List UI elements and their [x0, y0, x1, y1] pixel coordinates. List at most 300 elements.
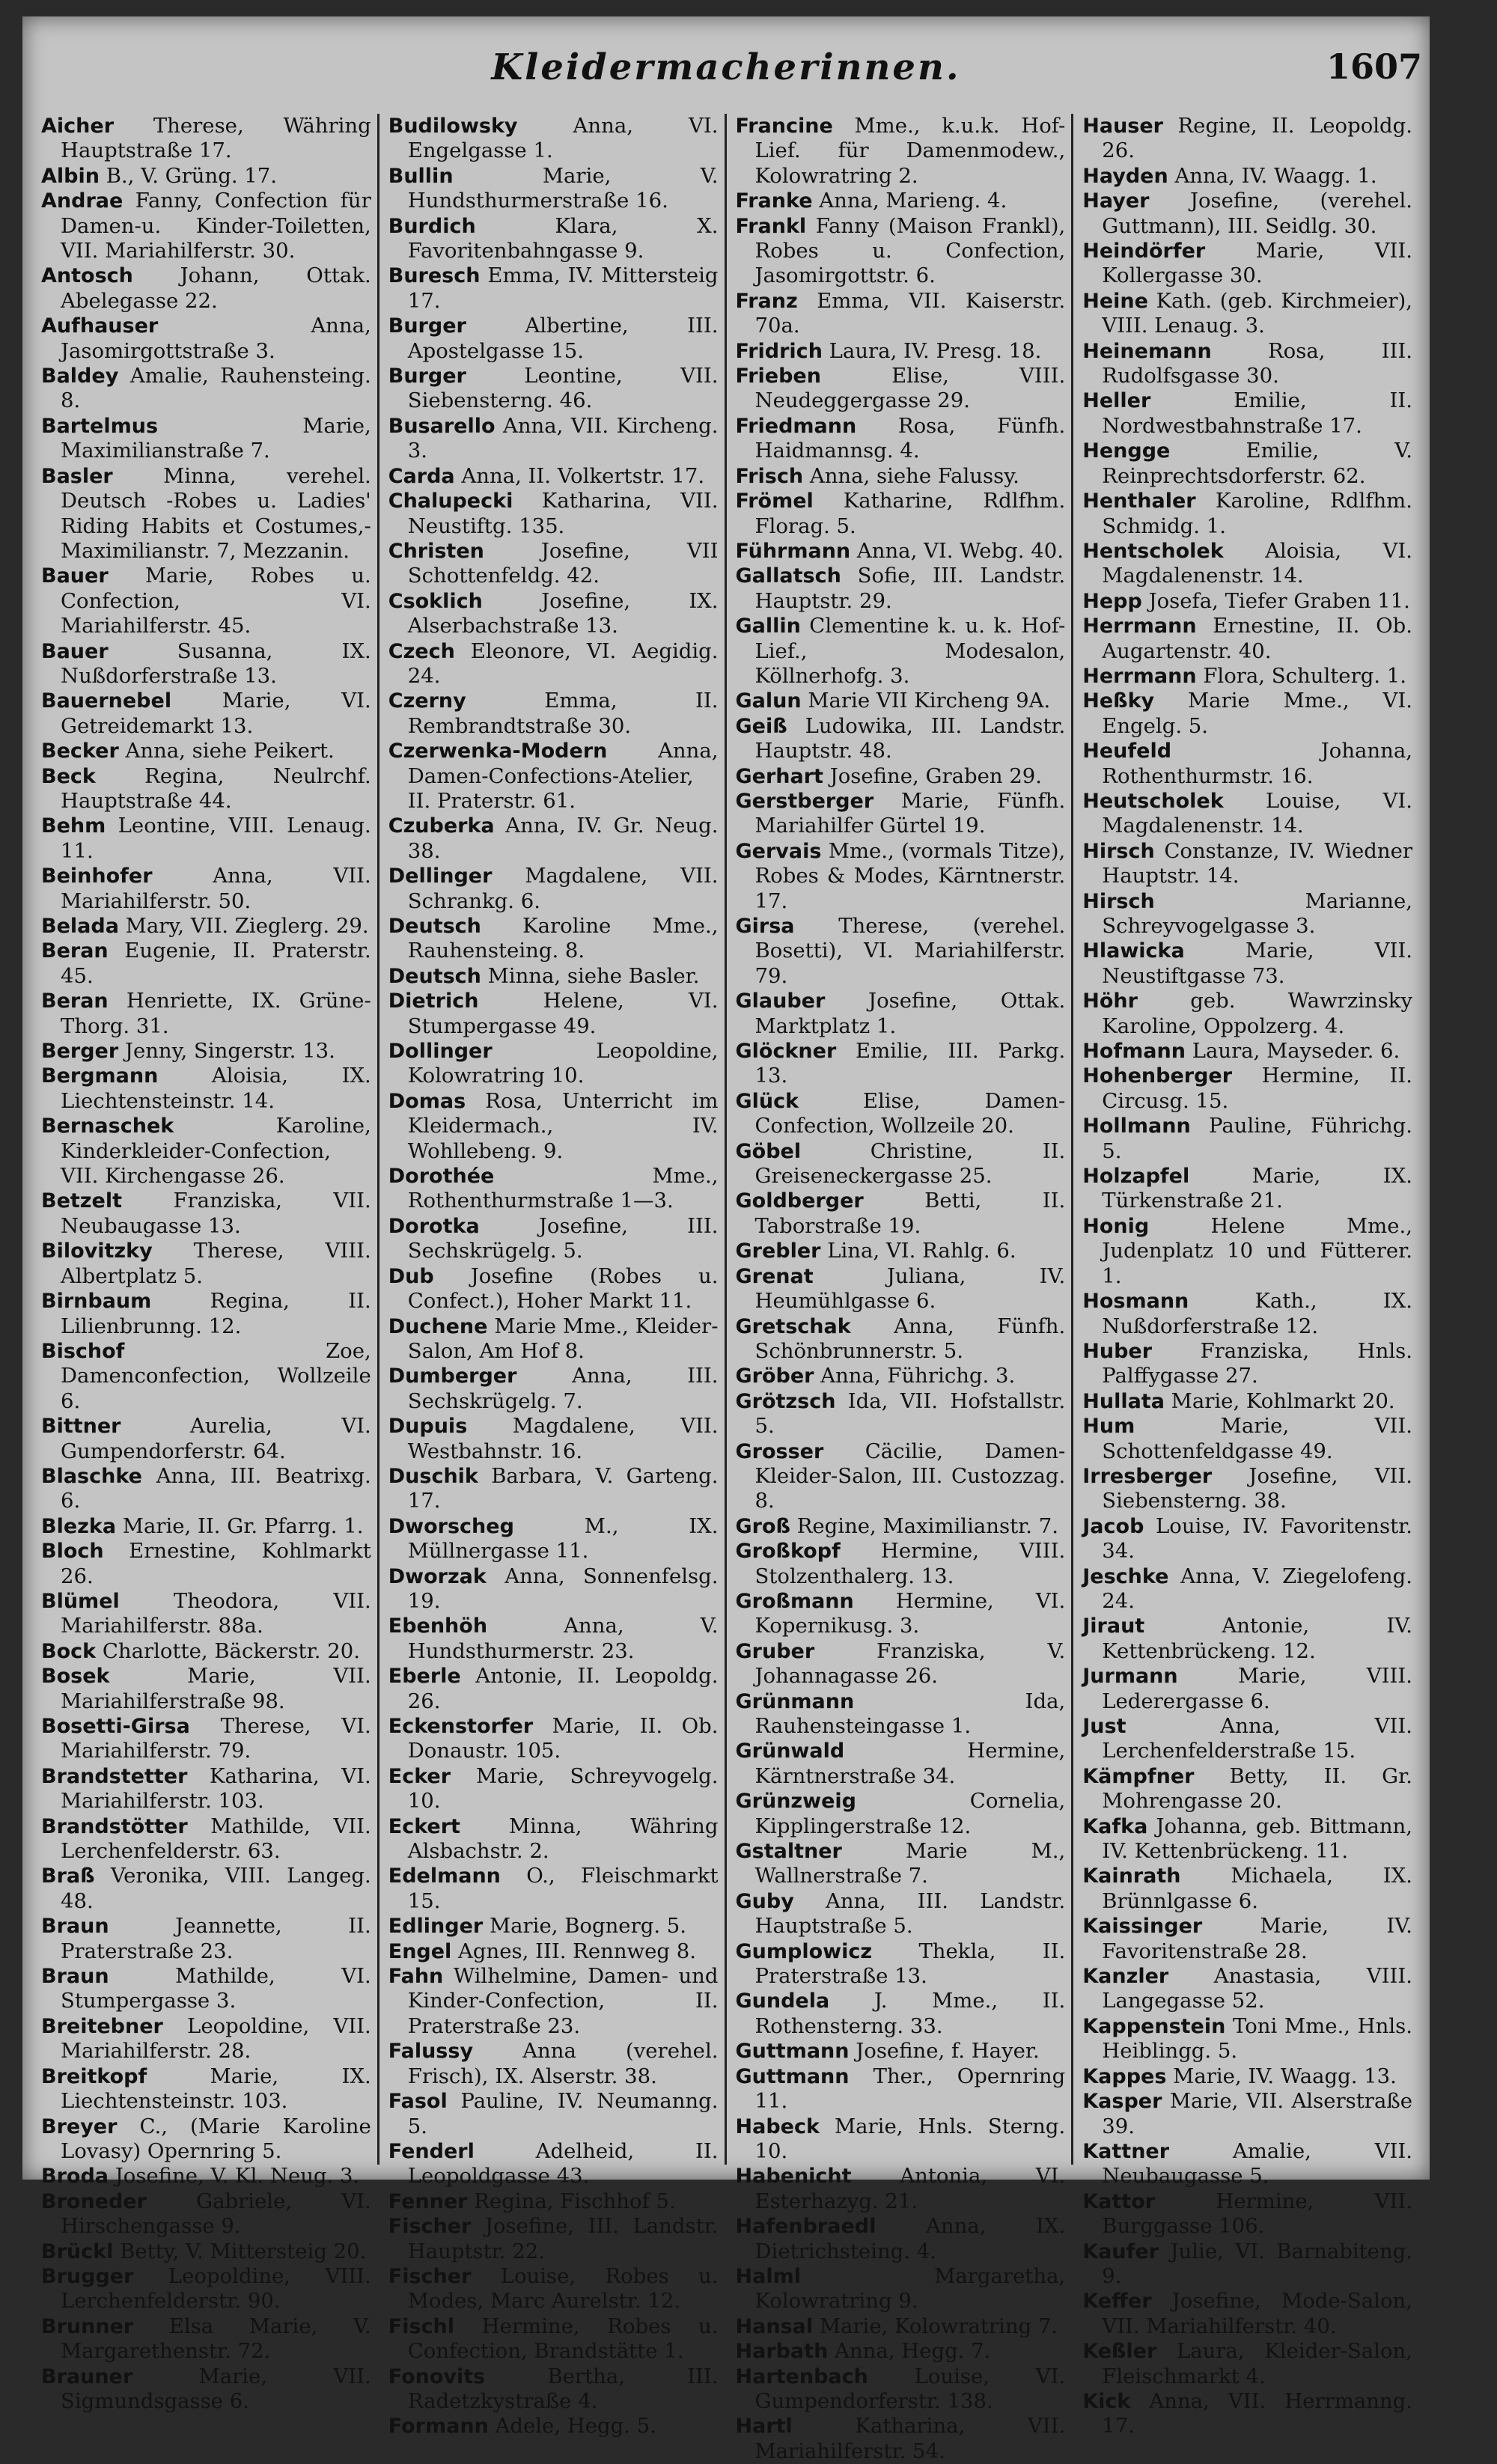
entry-address: Magdalene, VII. Westbahnstr. 16. — [407, 1414, 719, 1463]
entry-name: Albin — [41, 164, 100, 188]
entry-name: Czech — [388, 639, 455, 663]
entry-address: Cäcilie, Damen-Kleider-Salon, III. Custozzag. 8. — [754, 1439, 1066, 1513]
entry-address: M., IX. Müllnergasse 11. — [407, 1513, 719, 1564]
entry-address: Toni Mme., Hnls. Heiblingg. 5. — [1102, 2013, 1412, 2064]
directory-entry — [388, 2214, 719, 2264]
directory-entry — [1082, 989, 1412, 1039]
entry-address: Jenny, Singerstr. 13. — [118, 1039, 335, 1064]
directory-entry — [736, 214, 1066, 289]
entry-name: Heindörfer — [1082, 240, 1206, 263]
entry-address: Laura, Kleider-Salon, Fleischmarkt 4. — [1102, 2339, 1412, 2388]
entry-address: Lina, VI. Rahlg. 6. — [820, 1239, 1016, 1263]
entry-name: Berger — [41, 1040, 119, 1064]
directory-entry — [736, 1789, 1066, 1839]
directory-entry — [736, 414, 1066, 464]
entry-address: Franziska, VII. Neubaugasse 13. — [61, 1189, 371, 1238]
entry-name: Aufhauser — [41, 314, 159, 338]
directory-entry — [41, 1189, 371, 1239]
entry-name: Burger — [388, 314, 466, 338]
entry-name: Habenicht — [735, 2165, 852, 2189]
entry-address: Kath., IX. Nußdorferstraße 12. — [1102, 1289, 1412, 1338]
directory-entry — [736, 364, 1066, 414]
entry-address: Rosa, Unterricht im Kleidermach., IV. Wohllebeng. 9. — [407, 1088, 719, 1163]
entry-address: Minna, verehel. Deutsch -Robes u. Ladies' Riding Habits et Costumes,- Maximilianstr. 7, Mezzanin. — [61, 463, 371, 563]
entry-address: Gabriele, VI. Hirschengasse 9. — [61, 2189, 371, 2239]
entry-address: Karoline Mme., Rauhensteing. 8. — [407, 914, 719, 963]
directory-entry — [1082, 939, 1412, 989]
directory-entry — [388, 2039, 719, 2089]
directory-entry — [388, 689, 719, 739]
entry-name: Kasper — [1082, 2090, 1162, 2114]
entry-address: Marie, Kolowratring 7. — [813, 2314, 1058, 2338]
directory-entry — [388, 2364, 719, 2415]
directory-entry — [388, 1914, 719, 1939]
entry-name: Francine — [735, 115, 833, 138]
entry-address: Anna (verehel. Frisch), IX. Alserstr. 38. — [407, 2039, 719, 2088]
entry-name: Bock — [41, 1639, 97, 1663]
entry-address: Katharina, VI. Mariahilferstr. 103. — [61, 1763, 371, 1814]
directory-entry — [1082, 1389, 1412, 1414]
directory-entry — [41, 1664, 371, 1714]
entry-address: Anna, VII. Lerchenfelderstraße 15. — [1102, 1714, 1412, 1763]
entry-name: Breyer — [41, 2114, 118, 2138]
directory-entry — [736, 1264, 1066, 1314]
entry-address: Eugenie, II. Praterstr. 45. — [61, 939, 371, 988]
directory-entry — [41, 689, 371, 739]
directory-entry — [388, 1264, 719, 1314]
entry-address: Aloisia, IX. Liechtensteinstr. 14. — [61, 1064, 371, 1113]
entry-name: Behm — [41, 814, 106, 838]
entry-name: Kämpfner — [1082, 1764, 1195, 1788]
directory-entry — [388, 1814, 719, 1864]
entry-name: Hartenbach — [735, 2364, 868, 2388]
entry-name: Eckert — [388, 1814, 460, 1838]
entry-address: Ida, Rauhensteingasse 1. — [754, 1689, 1066, 1738]
entry-address: Marie Mme., VI. Engelg. 5. — [1102, 689, 1412, 738]
entry-address: Zoe, Damenconfection, Wollzeile 6. — [61, 1338, 371, 1413]
directory-entry — [736, 489, 1066, 539]
entry-name: Beinhofer — [41, 864, 153, 888]
entry-address: Anna, Führichg. 3. — [814, 1364, 1016, 1388]
directory-entry — [736, 1439, 1066, 1514]
entry-name: Heine — [1082, 289, 1148, 313]
entry-address: Josefine, Ottak. Marktplatz 1. — [754, 989, 1066, 1038]
entry-address: Barbara, V. Garteng. 17. — [407, 1463, 719, 1513]
directory-entry — [388, 1164, 719, 1214]
directory-entry — [388, 739, 719, 814]
directory-entry — [736, 1689, 1066, 1739]
directory-entry — [1082, 1514, 1412, 1564]
entry-name: Hayden — [1082, 164, 1168, 188]
entry-name: Dworzak — [388, 1564, 487, 1588]
entry-name: Dellinger — [388, 864, 493, 888]
entry-address: Agnes, III. Rennweg 8. — [451, 1939, 696, 1963]
entry-address: Antonie, II. Leopoldg. 26. — [407, 1664, 719, 1713]
entry-name: Birnbaum — [41, 1290, 152, 1314]
entry-name: Bauer — [41, 639, 109, 663]
directory-entry — [736, 1139, 1066, 1189]
directory-entry — [1082, 1464, 1412, 1514]
entry-address: Franziska, V. Johannagasse 26. — [754, 1638, 1066, 1689]
directory-entry — [1082, 889, 1412, 939]
directory-entry — [388, 589, 719, 639]
entry-name: Jeschke — [1082, 1564, 1169, 1588]
entry-address: Regina, Neulrchf. Hauptstraße 44. — [61, 763, 371, 813]
entry-address: Katharine, Rdlfhm. Florag. 5. — [754, 489, 1066, 538]
directory-entry — [388, 1864, 719, 1914]
directory-entry — [388, 1714, 719, 1764]
directory-entry — [736, 1189, 1066, 1239]
entry-name: Blaschke — [41, 1464, 142, 1488]
entry-name: Dorothée — [388, 1165, 495, 1189]
directory-entry — [1082, 1564, 1412, 1614]
entry-address: Marie, IX. Liechtensteinstr. 103. — [61, 2064, 371, 2114]
entry-address: Marie, Kohlmarkt 20. — [1164, 1388, 1395, 1413]
entry-address: Anastasia, VIII. Langegasse 52. — [1102, 1964, 1412, 2013]
entry-name: Kattner — [1082, 2139, 1170, 2163]
entry-name: Guttmann — [735, 2040, 850, 2064]
directory-entry — [1082, 1764, 1412, 1814]
entry-address: Anna, Sonnenfelsg. 19. — [407, 1564, 719, 1613]
entry-name: Hosmann — [1082, 1290, 1189, 1314]
entry-address: Anna, V. Ziegelofeng. 24. — [1102, 1564, 1412, 1613]
entry-name: Fonovits — [388, 2364, 486, 2388]
directory-entry — [736, 2339, 1066, 2364]
entry-name: Gervais — [735, 839, 822, 863]
entry-address: Josefine, (verehel. Guttmann), III. Seidlg. 30. — [1102, 189, 1412, 238]
entry-address: Ernestine, Kohlmarkt 26. — [61, 1539, 371, 1588]
entry-address: Johanna, Rothenthurmstr. 16. — [1102, 739, 1412, 788]
directory-entry — [1082, 1039, 1412, 1064]
entry-address: Mathilde, VI. Stumpergasse 3. — [61, 1964, 371, 2013]
directory-entry — [1082, 664, 1412, 689]
entry-address: Josefine, III. Landstr. Hauptstr. 22. — [407, 2214, 719, 2263]
columns-container — [41, 114, 1418, 2463]
entry-name: Groß — [735, 1514, 790, 1538]
directory-entry — [41, 1339, 371, 1414]
entry-name: Heutscholek — [1082, 789, 1224, 813]
entry-address: Clementine k. u. k. Hof-Lief., Modesalon, Köllnerhofg. 3. — [754, 614, 1066, 688]
entry-name: Habeck — [735, 2114, 820, 2138]
entry-name: Goldberger — [735, 1189, 864, 1213]
entry-name: Gröber — [735, 1364, 814, 1388]
directory-entry — [388, 1614, 719, 1664]
entry-name: Gumplowicz — [735, 1939, 873, 1963]
entry-name: Betzelt — [41, 1189, 122, 1213]
directory-entry — [736, 1939, 1066, 1989]
directory-entry — [736, 289, 1066, 339]
entry-name: Hirsch — [1082, 889, 1155, 913]
entry-address: Josefine, IX. Alserbachstraße 13. — [407, 588, 719, 638]
entry-name: Franke — [735, 189, 813, 213]
entry-name: Hentscholek — [1082, 539, 1224, 563]
directory-entry — [388, 1039, 719, 1089]
directory-entry — [1082, 1614, 1412, 1664]
entry-name: Hafenbraedl — [735, 2215, 876, 2239]
entry-name: Dietrich — [388, 989, 479, 1013]
entry-name: Glauber — [735, 989, 826, 1013]
entry-name: Brückl — [41, 2239, 114, 2263]
directory-entry — [1082, 1964, 1412, 2014]
entry-address: Charlotte, Bäckerstr. 20. — [96, 1638, 360, 1663]
entry-name: Hartl — [735, 2415, 793, 2439]
entry-address: Laura, IV. Presg. 18. — [822, 338, 1042, 363]
directory-entry — [41, 639, 371, 689]
directory-entry — [1082, 1114, 1412, 1164]
entry-address: Laura, Mayseder. 6. — [1185, 1039, 1400, 1064]
directory-entry — [41, 939, 371, 989]
directory-entry — [388, 214, 719, 264]
entry-address: Constanze, IV. Wiedner Hauptstr. 14. — [1102, 838, 1412, 888]
entry-name: Bosek — [41, 1665, 110, 1689]
entry-address: Mathilde, VII. Lerchenfelderstr. 63. — [61, 1814, 371, 1864]
entry-name: Hayer — [1082, 189, 1150, 213]
entry-address: Minna, siehe Basler. — [481, 963, 700, 988]
directory-entry — [388, 1414, 719, 1464]
entry-address: Anna, Jasomirgottstraße 3. — [61, 314, 371, 363]
directory-entry — [41, 814, 371, 864]
entry-address: Flora, Schulterg. 1. — [1196, 663, 1407, 688]
entry-name: Aicher — [41, 115, 115, 138]
entry-address: Anna, V. Hundsthurmerstr. 23. — [407, 1614, 719, 1663]
column-4 — [1071, 114, 1418, 2439]
directory-entry — [388, 914, 719, 964]
entry-address: Ludowika, III. Landstr. Hauptstr. 48. — [754, 713, 1066, 763]
entry-name: Csoklich — [388, 589, 483, 613]
entry-address: Anna, Marieng. 4. — [812, 189, 1007, 213]
entry-name: Dupuis — [388, 1415, 468, 1439]
directory-entry — [41, 1239, 371, 1289]
entry-address: Mary, VII. Zieglerg. 29. — [118, 914, 369, 938]
entry-name: Gretschak — [735, 1314, 851, 1338]
entry-name: Großmann — [735, 1589, 854, 1613]
entry-name: Gerhart — [735, 764, 823, 788]
entry-name: Eckenstorfer — [388, 1715, 534, 1738]
directory-entry — [41, 989, 371, 1039]
entry-address: Michaela, IX. Brünnlgasse 6. — [1102, 1864, 1412, 1913]
entry-name: Hlawicka — [1082, 939, 1185, 963]
entry-name: Fenderl — [388, 2139, 475, 2163]
directory-entry — [41, 1414, 371, 1464]
directory-entry — [388, 539, 719, 589]
entry-address: Josefa, Tiefer Graben 11. — [1141, 588, 1410, 613]
entry-address: Thekla, II. Praterstraße 13. — [754, 1939, 1066, 1989]
directory-entry — [736, 1039, 1066, 1089]
entry-name: Edelmann — [388, 1864, 501, 1888]
entry-address: Marie, VII. Alserstraße 39. — [1102, 2089, 1412, 2138]
directory-entry — [41, 2314, 371, 2364]
entry-address: B., V. Grüng. 17. — [99, 163, 278, 188]
entry-address: Theodora, VII. Mariahilferstr. 88a. — [61, 1588, 371, 1638]
directory-entry — [388, 2189, 719, 2214]
entry-name: Grosser — [735, 1439, 824, 1463]
entry-address: Marie, Bognerg. 5. — [483, 1914, 687, 1939]
directory-entry — [41, 164, 371, 189]
entry-name: Fischer — [388, 2264, 472, 2288]
entry-address: Therese, (verehel. Bosetti), VI. Mariahilferstr. 79. — [754, 914, 1066, 988]
entry-name: Huber — [1082, 1339, 1153, 1363]
directory-entry — [388, 1939, 719, 1964]
directory-entry — [388, 364, 719, 414]
entry-name: Brauner — [41, 2364, 133, 2388]
entry-address: Katharina, VII. Mariahilferstr. 54. — [754, 2414, 1066, 2463]
entry-address: Johann, Ottak. Abelegasse 22. — [61, 263, 371, 313]
directory-entry — [736, 989, 1066, 1039]
directory-entry — [1082, 189, 1412, 239]
entry-name: Dorotka — [388, 1214, 480, 1238]
entry-name: Basler — [41, 464, 113, 488]
entry-address: Therese, VIII. Albertplatz 5. — [61, 1239, 371, 1288]
directory-entry — [41, 2114, 371, 2165]
directory-entry — [41, 2014, 371, 2064]
entry-address: Anna, III. Beatrixg. 6. — [61, 1463, 371, 1513]
directory-entry — [736, 564, 1066, 614]
entry-name: Keßler — [1082, 2340, 1157, 2364]
entry-name: Beck — [41, 764, 96, 788]
entry-name: Hirsch — [1082, 839, 1155, 863]
directory-entry — [1082, 1064, 1412, 1114]
entry-address: Anna, VII. Kircheng. 3. — [407, 413, 719, 463]
entry-name: Hum — [1082, 1415, 1135, 1439]
entry-address: Regina, Fischhof 5. — [467, 2189, 676, 2213]
entry-name: Galun — [735, 689, 802, 713]
entry-address: Josefine, Graben 29. — [823, 763, 1043, 788]
entry-address: Josefine, III. Sechskrügelg. 5. — [407, 1213, 719, 1263]
directory-entry — [1082, 739, 1412, 789]
directory-entry — [41, 2364, 371, 2415]
entry-address: Henriette, IX. Grüne-Thorg. 31. — [61, 989, 371, 1038]
entry-address: Emma, VII. Kaiserstr. 70a. — [754, 288, 1066, 338]
directory-entry — [1082, 1664, 1412, 1714]
entry-address: Cornelia, Kipplingerstraße 12. — [754, 1789, 1066, 1838]
directory-entry — [41, 1864, 371, 1914]
entry-name: Heßky — [1082, 689, 1155, 713]
entry-address: Marie, VII. Neustiftgasse 73. — [1102, 939, 1412, 988]
entry-address: Anna, IX. Dietrichsteing. 4. — [754, 2214, 1066, 2263]
directory-entry — [736, 839, 1066, 914]
entry-address: Hermine, VI. Kopernikusg. 3. — [754, 1588, 1066, 1638]
directory-entry — [736, 1839, 1066, 1889]
directory-entry — [1082, 2389, 1412, 2439]
entry-name: Brandstetter — [41, 1764, 188, 1788]
entry-address: Josefine, VII. Siebensterng. 38. — [1102, 1463, 1412, 1513]
entry-address: Marie, IX. Türkenstraße 21. — [1102, 1164, 1412, 1213]
directory-entry — [1082, 2189, 1412, 2239]
entry-name: Geiß — [735, 714, 787, 738]
entry-address: Marie, VII. Kollergasse 30. — [1102, 239, 1412, 288]
entry-name: Bauer — [41, 564, 109, 588]
entry-name: Bauernebel — [41, 689, 172, 713]
directory-entry — [388, 964, 719, 989]
entry-address: Albertine, III. Apostelgasse 15. — [407, 314, 719, 363]
directory-entry — [736, 689, 1066, 713]
directory-entry — [736, 1589, 1066, 1639]
entry-address: Regine, II. Leopoldg. 26. — [1102, 114, 1412, 163]
entry-name: Braun — [41, 1915, 109, 1939]
directory-entry — [41, 189, 371, 263]
entry-name: Baldey — [41, 365, 119, 388]
entry-name: Bloch — [41, 1540, 104, 1564]
entry-name: Dollinger — [388, 1040, 493, 1064]
entry-address: Josefine, Mode-Salon, VII. Mariahilferstr. 40. — [1102, 2289, 1412, 2338]
directory-entry — [41, 914, 371, 939]
entry-address: Ernestine, II. Ob. Augartenstr. 40. — [1102, 614, 1412, 663]
directory-entry — [1082, 789, 1412, 839]
entry-name: Ebenhöh — [388, 1614, 488, 1638]
directory-entry — [388, 1564, 719, 1614]
directory-entry — [388, 314, 719, 364]
entry-address: Therese, Währing Hauptstraße 17. — [61, 114, 371, 163]
directory-entry — [41, 1814, 371, 1864]
entry-name: Burdich — [388, 214, 476, 238]
entry-address: Leopoldine, VII. Mariahilferstr. 28. — [61, 2013, 371, 2064]
entry-name: Kaufer — [1082, 2239, 1159, 2263]
directory-entry — [388, 263, 719, 314]
entry-name: Heinemann — [1082, 339, 1212, 363]
entry-address: Hermine, VIII. Stolzenthalerg. 13. — [754, 1539, 1066, 1588]
entry-name: Gruber — [735, 1639, 815, 1663]
entry-name: Gallatsch — [735, 564, 841, 588]
entry-name: Kainrath — [1082, 1864, 1181, 1888]
entry-name: Harbath — [735, 2340, 829, 2364]
entry-name: Broda — [41, 2165, 109, 2189]
directory-entry — [1082, 539, 1412, 589]
entry-address: Elise, VIII. Neudeggergasse 29. — [754, 364, 1066, 413]
directory-entry — [736, 714, 1066, 764]
column-3 — [725, 114, 1072, 2463]
directory-entry — [1082, 239, 1412, 289]
directory-entry — [736, 2114, 1066, 2165]
directory-entry — [1082, 1339, 1412, 1389]
directory-entry — [1082, 2239, 1412, 2290]
entry-name: Fridrich — [735, 339, 823, 363]
directory-entry — [388, 2314, 719, 2364]
entry-address: Anna, Damen-Confections-Atelier, II. Praterstr. 61. — [407, 739, 719, 813]
entry-address: Anna, siehe Falussy. — [803, 463, 1019, 488]
entry-address: Hermine, II. Circusg. 15. — [1102, 1064, 1412, 1113]
directory-entry — [736, 914, 1066, 989]
column-1 — [41, 114, 377, 2413]
directory-entry — [1082, 164, 1412, 189]
directory-entry — [1082, 839, 1412, 889]
directory-entry — [41, 864, 371, 914]
entry-name: Girsa — [735, 915, 795, 938]
entry-name: Fischl — [388, 2314, 455, 2338]
directory-entry — [736, 2264, 1066, 2314]
entry-name: Beran — [41, 989, 109, 1013]
entry-address: Rosa, Fünfh. Haidmannsg. 4. — [754, 413, 1066, 463]
entry-name: Irresberger — [1082, 1464, 1213, 1488]
entry-address: Elise, Damen-Confection, Wollzeile 20. — [754, 1088, 1066, 1138]
entry-name: Bergmann — [41, 1064, 159, 1088]
entry-address: Louise, IV. Favoritenstr. 34. — [1102, 1513, 1412, 1564]
entry-address: Emilie, V. Reinprechtsdorferstr. 62. — [1102, 439, 1412, 488]
directory-entry — [736, 1239, 1066, 1263]
entry-address: Marie, VI. Getreidemarkt 13. — [61, 689, 371, 738]
entry-address: Regina, II. Lilienbrunng. 12. — [61, 1289, 371, 1338]
entry-address: Marie, II. Gr. Pfarrg. 1. — [116, 1513, 364, 1538]
entry-name: Bilovitzky — [41, 1239, 153, 1263]
directory-entry — [736, 539, 1066, 564]
entry-name: Frieben — [735, 365, 821, 388]
directory-entry — [736, 1989, 1066, 2039]
entry-name: Heufeld — [1082, 739, 1172, 763]
directory-entry — [388, 864, 719, 914]
entry-name: Herrmann — [1082, 615, 1197, 638]
directory-entry — [41, 1589, 371, 1639]
entry-address: Helene, VI. Stumpergasse 49. — [407, 989, 719, 1038]
directory-entry — [1082, 1914, 1412, 1964]
